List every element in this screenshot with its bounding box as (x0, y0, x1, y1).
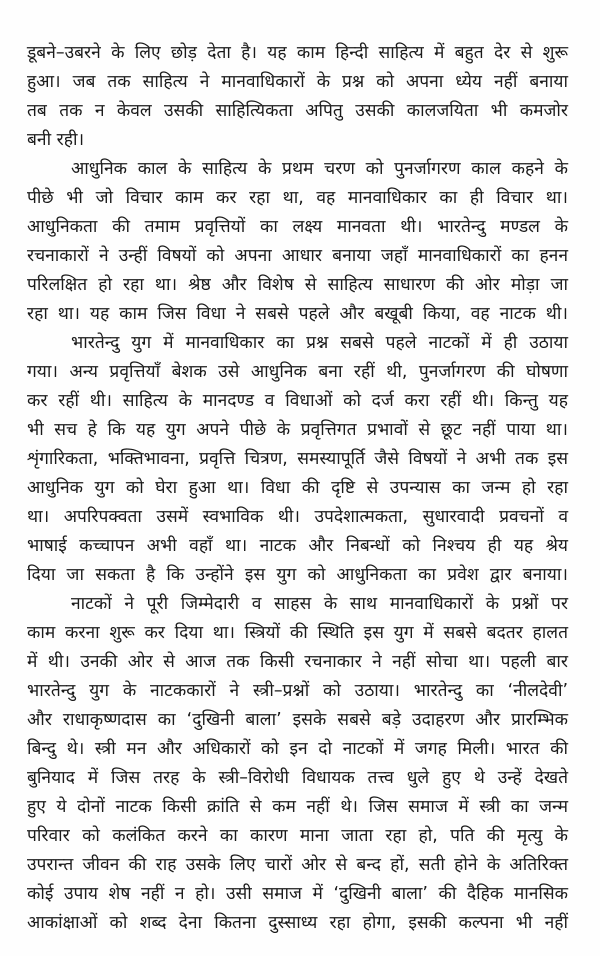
text-line: आधुनिक युग को घेरा हुआ था। विधा की दृष्टि से उपन्यास का जन्म हो रहा (27, 478, 568, 498)
text-line: गया। अन्य प्रवृत्तियाँ बेशक उसे आधुनिक बना रहीं थी, पुनर्जागरण की घोषणा (27, 362, 568, 382)
text-line: था। अपरिपक्वता उसमें स्वभाविक थी। उपदेशात्मकता, सुधारवादी प्रवचनों व (27, 507, 568, 527)
paragraph-2 (27, 155, 568, 329)
text-line: आकांक्षाओं को शब्द देना कितना दुस्साध्य रहा होगा, इसकी कल्पना भी नहीं (27, 913, 568, 933)
text-line: दिया जा सकता है कि उन्होंने इस युग को आधुनिकता का प्रवेश द्वार बनाया। (27, 565, 568, 585)
text-line: और राधाकृष्णदास का ‘दुखिनी बाला’ इसके सबसे बड़े उदाहरण और प्रारम्भिक (27, 710, 568, 730)
text-line: रचनाकारों ने उन्हीं विषयों को अपना आधार बनाया जहाँ मानवाधिकारों का हनन (27, 246, 568, 266)
text-line: में थी। उनकी ओर से आज तक किसी रचनाकार ने नहीं सोचा था। पहली बार (27, 652, 568, 672)
text-line: आधुनिक काल के साहित्य के प्रथम चरण को पुनर्जागरण काल कहने के (71, 159, 568, 179)
text-line: काम करना शुरू कर दिया था। स्त्रियों की स्थिति इस युग में सबसे बदतर हालत (27, 623, 568, 643)
text-line: भारतेन्दु युग के नाटककारों ने स्त्री–प्रश्नों को उठाया। भारतेन्दु का ‘नीलदेवी’ (27, 681, 568, 701)
text-line: बिन्दु थे। स्त्री मन और अधिकारों को इन दो नाटकों में जगह मिली। भारत की (27, 739, 568, 759)
text-line: तब तक न केवल उसकी साहित्यिकता अपितु उसकी कालजयिता भी कमजोर (27, 101, 568, 121)
text-line: भी सच हे कि यह युग अपने पीछे के प्रवृत्तिगत प्रभावों से छूट नहीं पाया था। (27, 420, 568, 440)
paragraph-3 (27, 329, 568, 590)
body-text (27, 39, 568, 938)
text-line: डूबने–उबरने के लिए छोड़ देता है। यह काम हिन्दी साहित्य में बहुत देर से शुरू (27, 43, 568, 63)
text-line: शृंगारिकता, भक्तिभावना, प्रवृत्ति चित्रण, समस्यापूर्ति जैसे विषयों ने अभी तक इस (27, 449, 568, 469)
text-line: भारतेन्दु युग में मानवाधिकार का प्रश्न सबसे पहले नाटकों में ही उठाया (71, 333, 568, 353)
text-line: बुनियाद में जिस तरह के स्त्री–विरोधी विधायक तत्त्व धुले हुए थे उन्हें देखते (27, 768, 568, 788)
text-line: कर रहीं थी। साहित्य के मानदण्ड व विधाओं को दर्ज करा रहीं थी। किन्तु यह (27, 391, 568, 411)
text-line: पीछे भी जो विचार काम कर रहा था, वह मानवाधिकार का ही विचार था। (27, 188, 568, 208)
paragraph-4 (27, 590, 568, 938)
text-line: कोई उपाय शेष नहीं न हो। उसी समाज में ‘दुखिनी बाला’ की दैहिक मानसिक (27, 884, 568, 904)
text-line: हुआ। जब तक साहित्य ने मानवाधिकारों के प्रश्न को अपना ध्येय नहीं बनाया (27, 72, 568, 92)
text-line: परिवार को कलंकित करने का कारण माना जाता रहा हो, पति की मृत्यु के (27, 826, 568, 846)
text-line: आधुनिकता की तमाम प्रवृत्तियों का लक्ष्य मानवता थी। भारतेन्दु मण्डल के (27, 217, 568, 237)
text-line: हुए ये दोनों नाटक किसी क्रांति से कम नहीं थे। जिस समाज में स्त्री का जन्म (27, 797, 568, 817)
paragraph-1 (27, 39, 568, 155)
text-line: रहा था। यह काम जिस विधा ने सबसे पहले और बखूबी किया, वह नाटक थी। (27, 304, 568, 324)
text-line: परिलक्षित हो रहा था। श्रेष्ठ और विशेष से साहित्य साधारण की ओर मोड़ा जा (27, 275, 568, 295)
text-line: उपरान्त जीवन की राह उसके लिए चारों ओर से बन्द हों, सती होने के अतिरिक्त (27, 855, 568, 875)
text-line: भाषाई कच्चापन अभी वहाँ था। नाटक और निबन्धों को निश्चय ही यह श्रेय (27, 536, 568, 556)
text-line: नाटकों ने पूरी जिम्मेदारी व साहस के साथ मानवाधिकारों के प्रश्नों पर (71, 594, 568, 614)
text-line: बनी रही। (27, 130, 85, 150)
